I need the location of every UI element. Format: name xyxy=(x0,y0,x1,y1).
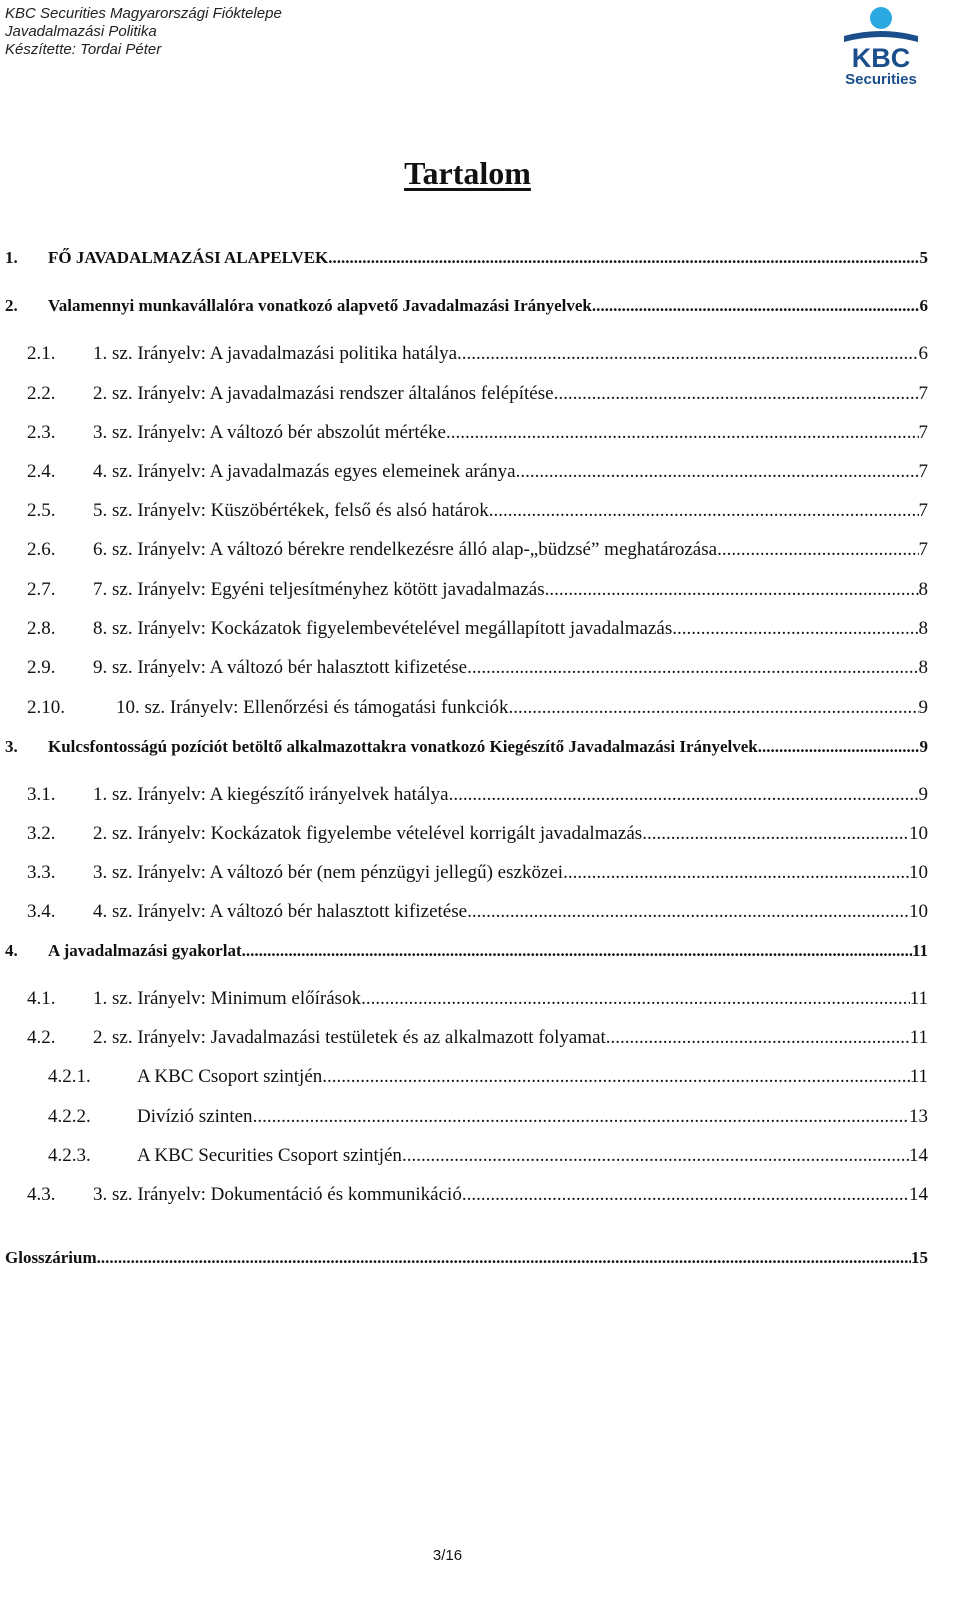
header-company: KBC Securities Magyarországi Fióktelepe xyxy=(5,5,282,22)
toc-dot-leader xyxy=(446,420,919,446)
toc-entry-title: A KBC Securities Csoport szintjén xyxy=(137,1145,402,1166)
toc-dot-leader xyxy=(717,537,918,563)
page-title: Tartalom xyxy=(404,155,531,191)
toc-entry-leader xyxy=(93,782,928,808)
toc-entry-page: 11 xyxy=(909,988,928,1009)
toc-entry-page: 9 xyxy=(918,697,928,718)
toc-entry-page: 7 xyxy=(918,461,928,482)
toc-entry-title: 2. sz. Irányelv: Kockázatok figyelembe vételével korrigált javadalmazás xyxy=(93,823,643,844)
toc-entry[interactable] xyxy=(0,860,960,886)
toc-entry-leader xyxy=(137,1143,928,1169)
toc-entry-title: 5. sz. Irányelv: Küszöbértékek, felső és alsó határok xyxy=(93,500,489,521)
toc-entry[interactable] xyxy=(0,1143,960,1169)
toc-entry-number: 2. xyxy=(5,296,18,315)
toc-entry-title: 4. sz. Irányelv: A javadalmazás egyes elemeinek aránya xyxy=(93,461,516,482)
toc-entry-leader xyxy=(5,1245,928,1271)
toc-dot-leader xyxy=(467,899,909,925)
toc-entry-page: 11 xyxy=(909,1066,928,1087)
toc-dot-leader xyxy=(467,655,918,681)
toc-entry-page: 8 xyxy=(918,657,928,678)
toc-entry-number: 4.2.2. xyxy=(48,1106,91,1127)
toc-entry[interactable] xyxy=(0,245,960,271)
toc-entry-number: 4.2.1. xyxy=(48,1066,91,1087)
toc-entry-page: 8 xyxy=(918,618,928,639)
toc-entry[interactable] xyxy=(0,498,960,524)
toc-entry-title: 9. sz. Irányelv: A változó bér halasztott kifizetése xyxy=(93,657,468,678)
toc-entry-number: 4.1. xyxy=(27,988,56,1009)
toc-entry[interactable] xyxy=(0,420,960,446)
toc-entry-number: 2.3. xyxy=(27,422,56,443)
toc-entry-number: 4.2.3. xyxy=(48,1145,91,1166)
toc-entry-title: 2. sz. Irányelv: A javadalmazási rendszer általános felépítése xyxy=(93,383,554,404)
header-document-title: Javadalmazási Politika xyxy=(5,23,157,40)
toc-entry-title: 4. sz. Irányelv: A változó bér halasztott kifizetése xyxy=(93,901,468,922)
toc-entry-number: 2.5. xyxy=(27,500,56,521)
toc-entry[interactable] xyxy=(0,1182,960,1208)
toc-entry-number: 3.2. xyxy=(27,823,56,844)
toc-entry[interactable] xyxy=(0,734,960,760)
toc-entry-leader xyxy=(93,420,928,446)
toc-dot-leader xyxy=(509,695,919,721)
toc-entry-title: 7. sz. Irányelv: Egyéni teljesítményhez kötött javadalmazás xyxy=(93,579,545,600)
toc-dot-leader xyxy=(462,1182,909,1208)
toc-dot-leader xyxy=(554,381,919,407)
toc-dot-leader xyxy=(449,782,919,808)
toc-dot-leader xyxy=(545,577,919,603)
toc-entry-leader xyxy=(93,899,928,925)
toc-entry-leader xyxy=(116,695,928,721)
toc-dot-leader xyxy=(672,616,918,642)
toc-entry-title: Divízió szinten xyxy=(137,1106,253,1127)
toc-entry-leader xyxy=(93,577,928,603)
toc-entry-leader xyxy=(93,537,928,563)
toc-entry-leader xyxy=(48,938,928,964)
toc-entry-page: 11 xyxy=(909,1027,928,1048)
toc-dot-leader xyxy=(457,341,918,367)
page-number: 3/16 xyxy=(432,1547,463,1564)
toc-dot-leader xyxy=(516,459,919,485)
toc-entry-number: 2.2. xyxy=(27,383,56,404)
toc-entry-page: 9 xyxy=(919,737,928,756)
toc-entry[interactable] xyxy=(0,577,960,603)
toc-entry[interactable] xyxy=(0,381,960,407)
toc-entry-page: 14 xyxy=(909,1184,928,1205)
toc-entry[interactable] xyxy=(0,655,960,681)
toc-entry-title: 3. sz. Irányelv: Dokumentáció és kommunikáció xyxy=(93,1184,462,1205)
toc-entry[interactable] xyxy=(0,1064,960,1090)
toc-entry-page: 13 xyxy=(909,1106,928,1127)
toc-dot-leader xyxy=(489,498,919,524)
toc-entry-number: 2.10. xyxy=(27,697,65,718)
toc-dot-leader xyxy=(242,938,912,964)
toc-entry[interactable] xyxy=(0,986,960,1012)
toc-entry-number: 2.8. xyxy=(27,618,56,639)
toc-entry-page: 10 xyxy=(909,862,928,883)
toc-dot-leader xyxy=(97,1245,911,1271)
toc-entry[interactable] xyxy=(0,695,960,721)
toc-dot-leader xyxy=(642,821,909,847)
header-author: Készítette: Tordai Péter xyxy=(5,41,162,58)
toc-entry-number: 3.4. xyxy=(27,901,56,922)
toc-entry[interactable] xyxy=(0,1025,960,1051)
toc-entry-title: 10. sz. Irányelv: Ellenőrzési és támogatási funkciók xyxy=(116,697,509,718)
toc-entry[interactable] xyxy=(0,537,960,563)
toc-entry[interactable] xyxy=(0,459,960,485)
toc-entry-title: 6. sz. Irányelv: A változó bérekre rendelkezésre álló alap-„büdzsé” meghatározása xyxy=(93,539,718,560)
toc-entry-leader xyxy=(137,1104,928,1130)
toc-entry-number: 4.3. xyxy=(27,1184,56,1205)
toc-entry-title: 3. sz. Irányelv: A változó bér abszolút mértéke xyxy=(93,422,446,443)
toc-entry-page: 8 xyxy=(918,579,928,600)
toc-dot-leader xyxy=(563,860,909,886)
toc-entry-number: 1. xyxy=(5,248,18,267)
toc-dot-leader xyxy=(758,734,920,760)
toc-entry[interactable] xyxy=(0,293,960,319)
toc-entry-number: 4.2. xyxy=(27,1027,56,1048)
toc-entry-title: A KBC Csoport szintjén xyxy=(137,1066,323,1087)
toc-entry-page: 14 xyxy=(909,1145,928,1166)
toc-entry-number: 2.1. xyxy=(27,343,56,364)
toc-entry[interactable] xyxy=(0,821,960,847)
toc-entry-leader xyxy=(93,1025,928,1051)
toc-entry-leader xyxy=(48,734,928,760)
toc-entry-title: Valamennyi munkavállalóra vonatkozó alapvető Javadalmazási Irányelvek xyxy=(48,296,592,315)
toc-entry-leader xyxy=(93,381,928,407)
toc-entry-leader xyxy=(93,655,928,681)
toc-entry-title: Kulcsfontosságú pozíciót betöltő alkalmazottakra vonatkozó Kiegészítő Javadalmazási Irányelvek xyxy=(48,737,758,756)
toc-entry-title: 3. sz. Irányelv: A változó bér (nem pénzügyi jellegű) eszközei xyxy=(93,862,564,883)
toc-dot-leader xyxy=(361,986,910,1012)
toc-entry-leader xyxy=(93,616,928,642)
toc-dot-leader xyxy=(253,1104,909,1130)
toc-entry-number: 2.7. xyxy=(27,579,56,600)
toc-entry-page: 7 xyxy=(918,422,928,443)
toc-entry[interactable] xyxy=(0,782,960,808)
toc-entry-number: 3.1. xyxy=(27,784,56,805)
toc-entry-title: 1. sz. Irányelv: A kiegészítő irányelvek hatálya xyxy=(93,784,449,805)
toc-entry-number: 3.3. xyxy=(27,862,56,883)
toc-entry-leader xyxy=(93,498,928,524)
toc-entry[interactable] xyxy=(0,938,960,964)
toc-entry-title: 1. sz. Irányelv: Minimum előírások xyxy=(93,988,362,1009)
toc-entry-title: Glosszárium xyxy=(5,1248,97,1267)
toc-dot-leader xyxy=(592,293,920,319)
toc-entry[interactable] xyxy=(0,616,960,642)
toc-entry-leader xyxy=(93,459,928,485)
toc-entry-number: 3. xyxy=(5,737,18,756)
toc-entry-title: A javadalmazási gyakorlat xyxy=(48,941,242,960)
logo-subtitle: Securities xyxy=(845,71,917,88)
toc-entry-number: 2.6. xyxy=(27,539,56,560)
toc-entry-leader xyxy=(93,860,928,886)
toc-entry-title: FŐ JAVADALMAZÁSI ALAPELVEK xyxy=(48,248,329,267)
toc-entry-leader xyxy=(93,1182,928,1208)
toc-dot-leader xyxy=(402,1143,909,1169)
toc-entry-leader xyxy=(48,293,928,319)
toc-entry-number: 2.9. xyxy=(27,657,56,678)
toc-entry-leader xyxy=(93,986,928,1012)
toc-entry-page: 7 xyxy=(918,539,928,560)
toc-entry-page: 6 xyxy=(918,343,928,364)
toc-entry-leader xyxy=(93,821,928,847)
toc-entry-number: 4. xyxy=(5,941,18,960)
toc-entry-page: 7 xyxy=(918,500,928,521)
toc-entry[interactable] xyxy=(0,899,960,925)
toc-entry-title: 1. sz. Irányelv: A javadalmazási politika hatálya xyxy=(93,343,458,364)
toc-entry[interactable] xyxy=(0,341,960,367)
toc-entry-page: 5 xyxy=(919,248,928,267)
toc-entry[interactable] xyxy=(0,1104,960,1130)
toc-dot-leader xyxy=(322,1064,909,1090)
logo-wordmark: KBC xyxy=(851,43,911,73)
toc-entry-leader xyxy=(93,341,928,367)
toc-entry-title: 2. sz. Irányelv: Javadalmazási testületek és az alkalmazott folyamat xyxy=(93,1027,606,1048)
toc-entry-page: 10 xyxy=(909,901,928,922)
toc-entry-title: 8. sz. Irányelv: Kockázatok figyelembevételével megállapított javadalmazás xyxy=(93,618,673,639)
toc-entry-page: 6 xyxy=(919,296,928,315)
toc-entry-page: 7 xyxy=(918,383,928,404)
toc-entry-page: 11 xyxy=(911,941,928,960)
toc-entry-leader xyxy=(48,245,928,271)
toc-entry[interactable] xyxy=(0,1245,960,1271)
toc-dot-leader xyxy=(606,1025,910,1051)
toc-entry-page: 15 xyxy=(911,1248,928,1267)
toc-entry-page: 9 xyxy=(918,784,928,805)
toc-entry-leader xyxy=(137,1064,928,1090)
toc-entry-page: 10 xyxy=(909,823,928,844)
toc-dot-leader xyxy=(328,245,919,271)
toc-entry-number: 2.4. xyxy=(27,461,56,482)
